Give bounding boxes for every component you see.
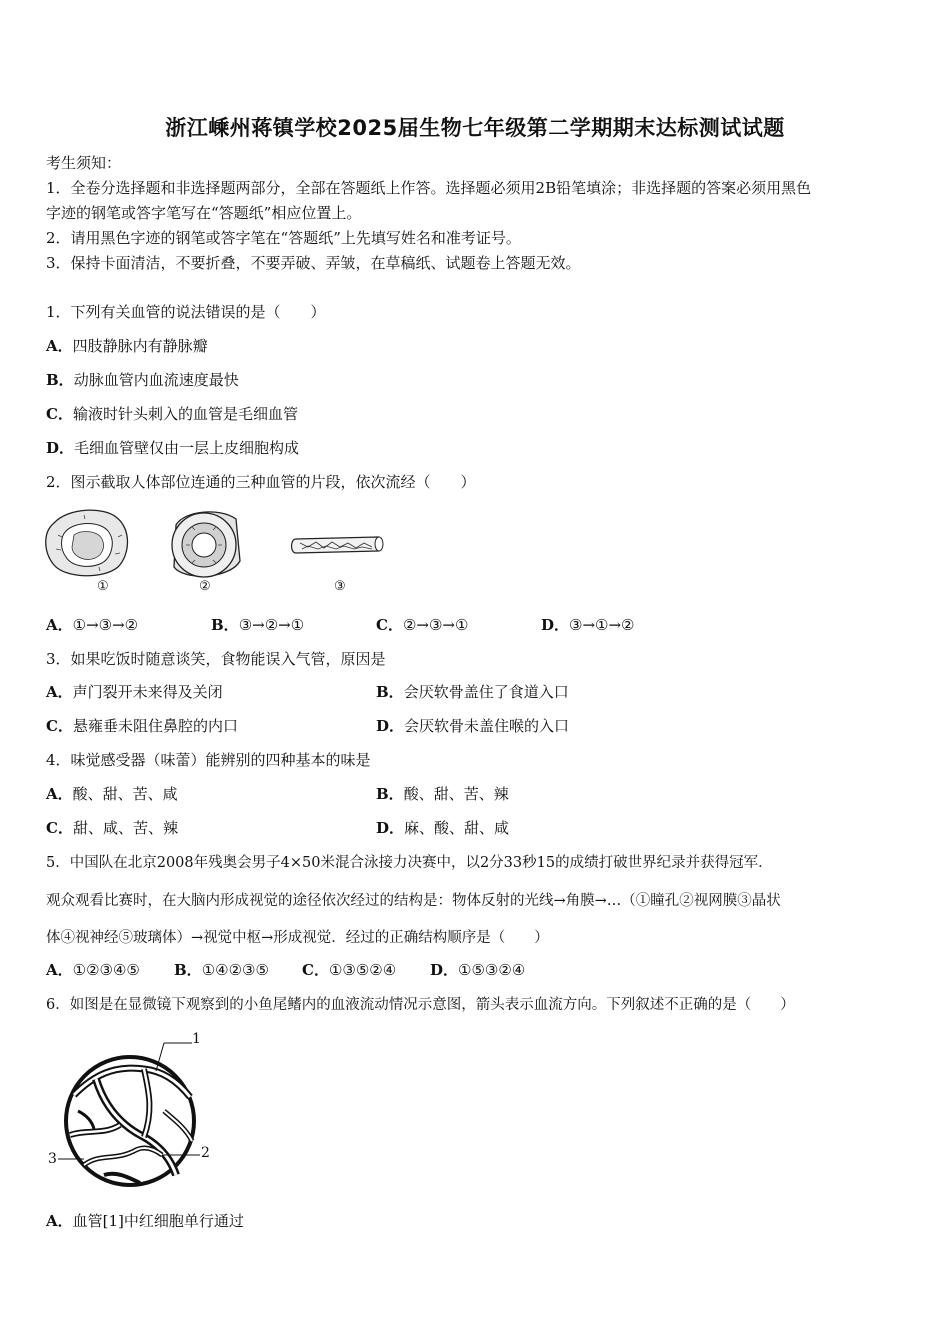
question-stem: 2．图示截取人体部位连通的三种血管的片段，依次流经（ ） [46,473,476,491]
option-a[interactable]: A．①②③④⑤ [46,961,140,979]
option-b[interactable]: B．①④②③⑤ [174,961,269,979]
notice-line: 1．全卷分选择题和非选择题两部分，全部在答题纸上作答。选择题必须用2B铅笔填涂；非选择题的答案必须用黑色 [46,179,812,197]
option-a[interactable]: A．①→③→② [46,616,139,634]
page-title: 浙江嵊州蒋镇学校2025届生物七年级第二学期期末达标测试试题 [165,116,785,140]
option-d[interactable]: D．会厌软骨未盖住喉的入口 [376,717,570,735]
option-d[interactable]: D．麻、酸、甜、咸 [376,819,510,837]
option-d[interactable]: D．①⑤③②④ [430,961,526,979]
fish-tail-blood-flow-figure [44,1025,219,1200]
option-d[interactable]: D．③→①→② [541,616,635,634]
notice-line: 2．请用黑色字迹的钢笔或答字笔在“答题纸”上先填写姓名和准考证号。 [46,229,521,247]
notice-heading: 考生须知： [46,154,122,172]
option-c[interactable]: C．②→③→① [376,616,469,634]
question-stem: 体④视神经⑤玻璃体）→视觉中枢→形成视觉．经过的正确结构顺序是（ ） [46,930,549,946]
option-c[interactable]: C．输液时针头刺入的血管是毛细血管 [46,405,298,423]
figure-label-3: ③ [334,579,346,594]
vessel-3-icon [292,537,384,553]
option-a[interactable]: A．酸、甜、苦、咸 [46,785,178,803]
question-stem: 观众观看比赛时，在大脑内形成视觉的途径依次经过的结构是：物体反射的光线→角膜→…（①瞳孔②视网膜③晶状 [46,893,781,909]
figure-label-1: ① [97,579,109,594]
question-stem: 1．下列有关血管的说法错误的是（ ） [46,303,326,321]
microscope-field-icon [58,1043,200,1185]
figure-label-3: 3 [48,1151,57,1167]
figure-label-2: 2 [201,1145,210,1161]
question-stem: 4．味觉感受器（味蕾）能辨别的四种基本的味是 [46,751,371,769]
option-b[interactable]: B．动脉血管内血流速度最快 [46,371,239,389]
notice-line: 3．保持卡面清洁，不要折叠，不要弄破、弄皱，在草稿纸、试题卷上答题无效。 [46,254,581,272]
option-a[interactable]: A．血管[1]中红细胞单行通过 [46,1212,244,1230]
option-b[interactable]: B．会厌软骨盖住了食道入口 [376,683,569,701]
option-b[interactable]: B．酸、甜、苦、辣 [376,785,509,803]
option-a[interactable]: A．声门裂开未来得及关闭 [46,683,223,701]
vessel-2-icon [172,512,240,577]
option-c[interactable]: C．①③⑤②④ [302,961,397,979]
figure-label-2: ② [199,579,211,594]
option-c[interactable]: C．悬雍垂未阻住鼻腔的内口 [46,717,238,735]
option-a[interactable]: A．四肢静脉内有静脉瓣 [46,337,208,355]
question-stem: 5．中国队在北京2008年残奥会男子4×50米混合泳接力决赛中，以2分33秒15的成绩打破世界纪录并获得冠军． [46,855,773,871]
option-d[interactable]: D．毛细血管壁仅由一层上皮细胞构成 [46,439,300,457]
question-stem: 6．如图是在显微镜下观察到的小鱼尾鳍内的血液流动情况示意图，箭头表示血流方向。下列叙述不正确的是（ ） [46,997,795,1013]
vessel-1-icon [46,510,128,576]
figure-label-1: 1 [192,1031,201,1047]
notice-line: 字迹的钢笔或答字笔写在“答题纸”相应位置上。 [46,204,362,222]
option-c[interactable]: C．甜、咸、苦、辣 [46,819,178,837]
option-b[interactable]: B．③→②→① [211,616,305,634]
question-stem: 3．如果吃饭时随意谈笑，食物能误入气管，原因是 [46,650,386,668]
